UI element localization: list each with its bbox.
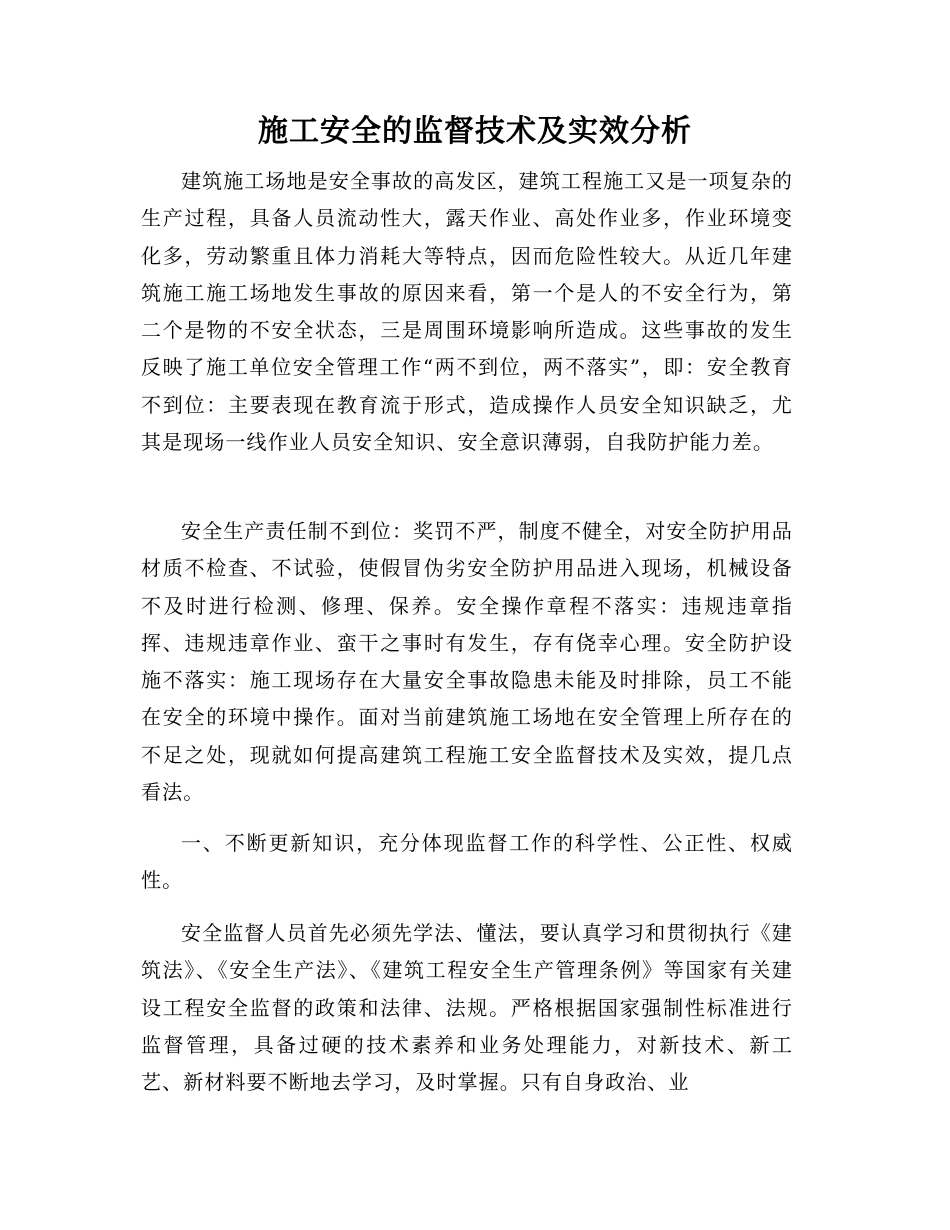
document-title: 施工安全的监督技术及实效分析 (258, 114, 692, 149)
paragraph-supervision: 安全监督人员首先必须先学法、懂法，要认真学习和贯彻执行《建筑法》、《安全生产法》、《建筑工程安全生产管理条例》等国家有关建设工程安全监督的政策和法律、法规。严格根据国家强制性标准进行监督管理，具备过硬的技术素养和业务处理能力，对新技术、新工艺、新材料要不断地去学习，及时掌握。只有自身政治、业 (141, 921, 793, 1095)
paragraph-intro: 建筑施工场地是安全事故的高发区，建筑工程施工又是一项复杂的生产过程，具备人员流动性大，露天作业、高处作业多，作业环境变化多，劳动繁重且体力消耗大等特点，因而危险性较大。从近几年建筑施工施工场地发生事故的原因来看，第一个是人的不安全行为，第二个是物的不安全状态，三是周围环境影响所造成。这些事故的发生反映了施工单位安全管理工作“两不到位，两不落实”，即：安全教育不到位：主要表现在教育流于形式，造成操作人员安全知识缺乏，尤其是现场一线作业人员安全知识、安全意识薄弱，自我防护能力差。 (141, 169, 793, 455)
paragraph-responsibility: 安全生产责任制不到位：奖罚不严，制度不健全，对安全防护用品材质不检查、不试验，使假冒伪劣安全防护用品进入现场，机械设备不及时进行检测、修理、保养。安全操作章程不落实：违规违章指挥、违规违章作业、蛮干之事时有发生，存有侥幸心理。安全防护设施不落实：施工现场存在大量安全事故隐患未能及时排除，员工不能在安全的环境中操作。面对当前建筑施工场地在安全管理上所存在的不足之处，现就如何提高建筑工程施工安全监督技术及实效，提几点看法。 (141, 519, 793, 805)
section-heading-1: 一、不断更新知识，充分体现监督工作的科学性、公正性、权威性。 (141, 831, 793, 893)
